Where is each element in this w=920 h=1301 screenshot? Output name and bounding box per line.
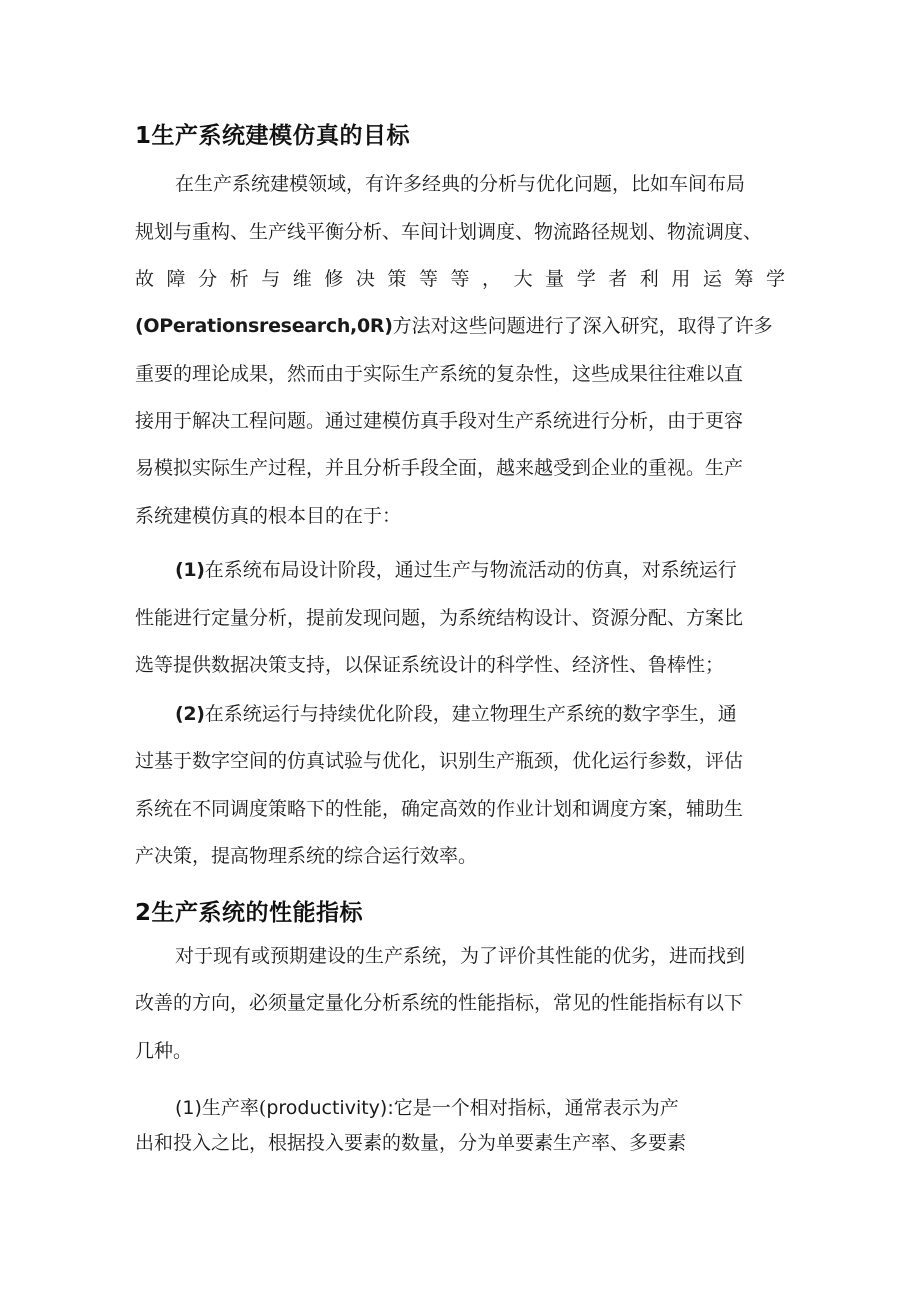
paragraph-line: 系统建模仿真的根本目的在于： xyxy=(135,505,402,527)
paragraph-line: 几种。 xyxy=(135,1040,193,1062)
paragraph-line: 易模拟实际生产过程，并且分析手段全面，越来越受到企业的重视。生产 xyxy=(135,457,744,479)
section-1-heading: 1生产系统建模仿真的目标 xyxy=(135,123,411,149)
list-item-productivity xyxy=(175,1095,785,1121)
paragraph-line: 在生产系统建模领域，有许多经典的分析与优化问题，比如车间布局 xyxy=(175,173,746,195)
item-term: productivity): xyxy=(266,1097,394,1119)
paragraph-line: 改善的方向，必须量定量化分析系统的性能指标，常见的性能指标有以下 xyxy=(135,992,744,1014)
paragraph-line: 系统在不同调度策略下的性能，确定高效的作业计划和调度方案，辅助生 xyxy=(135,798,744,820)
paragraph-line: 产决策，提高物理系统的综合运行效率。 xyxy=(135,845,478,867)
paragraph-line: 重要的理论成果，然而由于实际生产系统的复杂性，这些成果往往难以直 xyxy=(135,363,744,385)
paragraph-line xyxy=(135,313,785,339)
paragraph-line: 选等提供数据决策支持，以保证系统设计的科学性、经济性、鲁棒性； xyxy=(135,654,725,676)
paragraph-line: 对于现有或预期建设的生产系统，为了评价其性能的优劣，进而找到 xyxy=(175,945,746,967)
list-item-2 xyxy=(175,701,785,727)
item-text: 在系统布局设计阶段，通过生产与物流活动的仿真，对系统运行 xyxy=(204,559,737,581)
item-marker: (1) xyxy=(175,1097,202,1119)
paragraph-line: 规划与重构、生产线平衡分析、车间计划调度、物流路径规划、物流调度、 xyxy=(135,221,763,243)
paragraph-line: 接用于解决工程问题。通过建模仿真手段对生产系统进行分析，由于更容 xyxy=(135,410,744,432)
paragraph-line: 出和投入之比，根据投入要素的数量，分为单要素生产率、多要素 xyxy=(135,1132,687,1154)
list-item-1 xyxy=(175,557,785,583)
item-marker: (2) xyxy=(175,703,205,725)
paragraph-line: 性能进行定量分析，提前发现问题，为系统结构设计、资源分配、方案比 xyxy=(135,607,744,629)
or-abbreviation: (OPerationsresearch,0R) xyxy=(135,315,393,337)
paragraph-line-text: 方法对这些问题进行了深入研究，取得了许多 xyxy=(392,315,773,337)
item-text: 它是一个相对指标，通常表示为产 xyxy=(393,1097,679,1119)
item-text: 在系统运行与持续优化阶段，建立物理生产系统的数字孪生，通 xyxy=(204,703,737,725)
paragraph-line: 故障分析与维修决策等等，大量学者利用运筹学 xyxy=(135,268,785,290)
section-2-heading: 2生产系统的性能指标 xyxy=(135,900,364,926)
paragraph-line: 过基于数字空间的仿真试验与优化，识别生产瓶颈，优化运行参数，评估 xyxy=(135,750,744,772)
item-label: 生产率( xyxy=(201,1097,267,1119)
item-marker: (1) xyxy=(175,559,205,581)
